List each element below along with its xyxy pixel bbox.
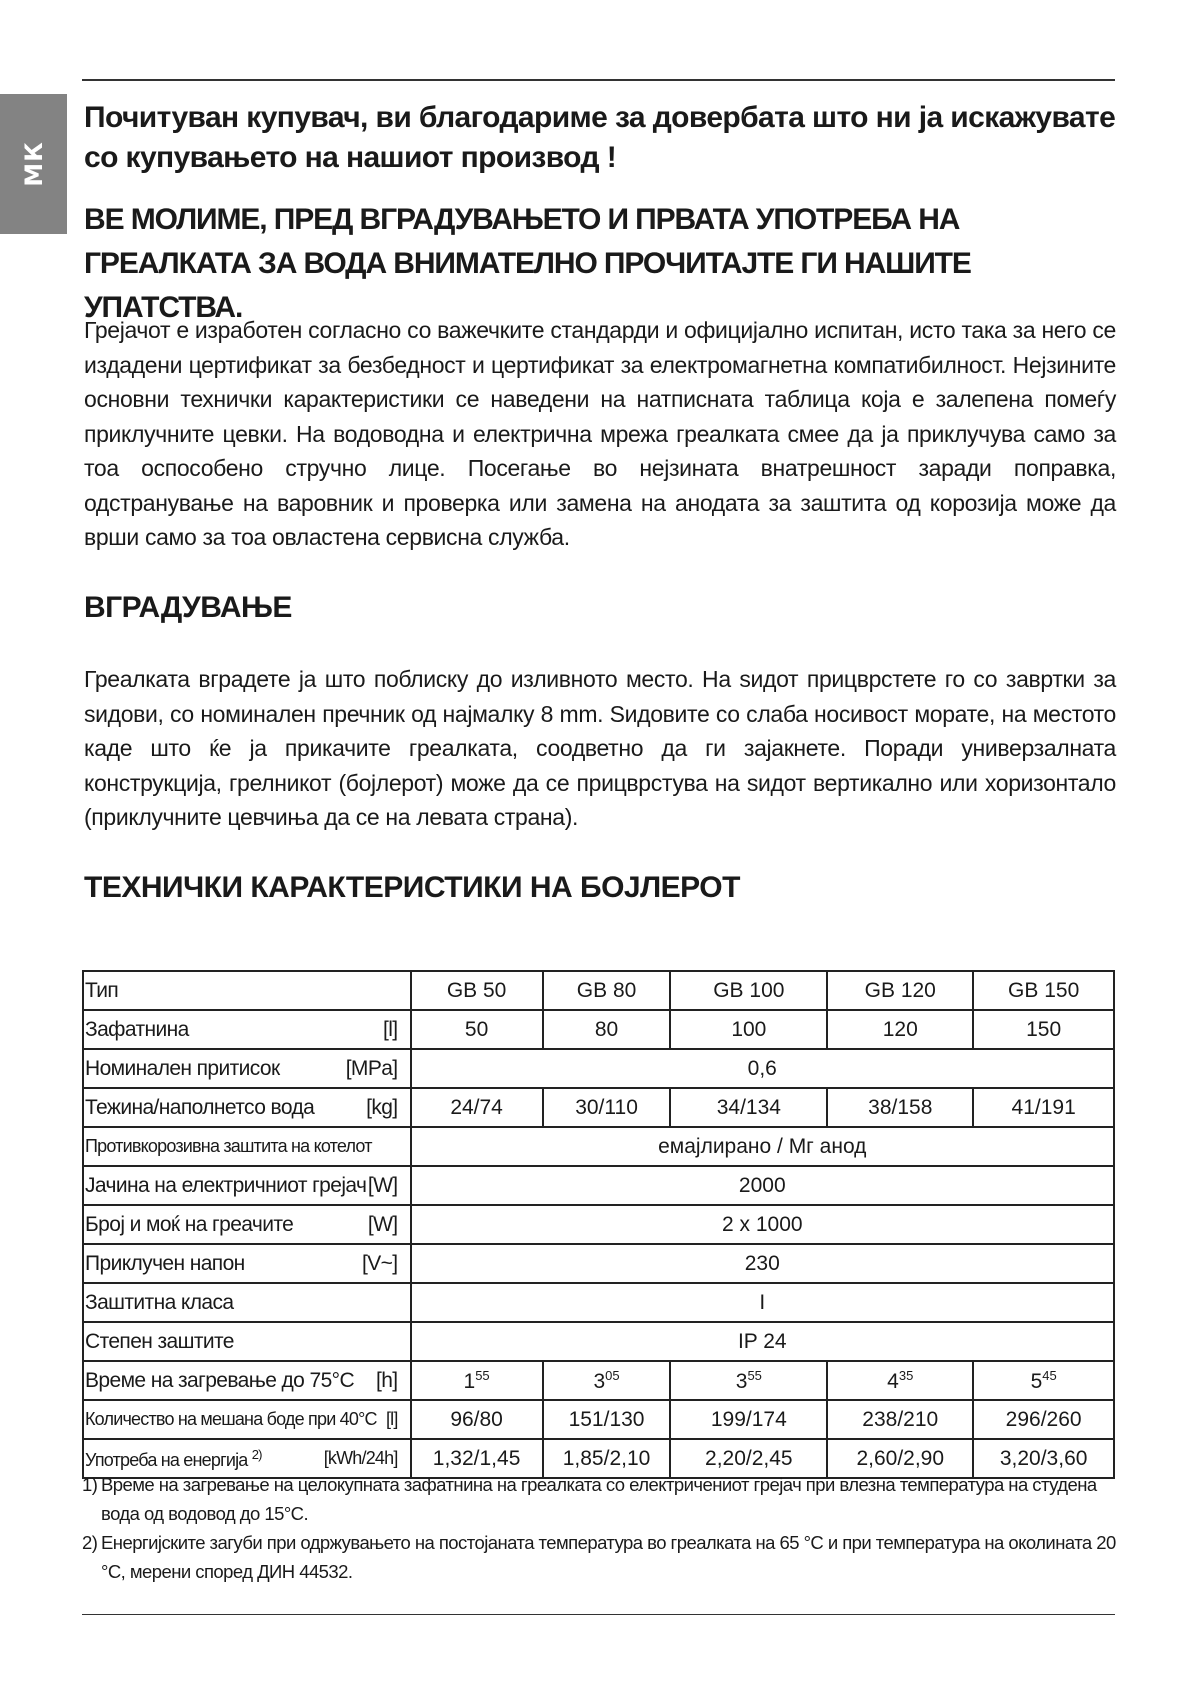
spec-label-footnote-ref: 2) <box>251 1446 262 1462</box>
specs-table <box>82 970 1115 1479</box>
spec-value: 3,20/3,60 <box>973 1439 1114 1478</box>
spec-value: 24/74 <box>411 1088 543 1127</box>
spec-value: 2,60/2,90 <box>827 1439 973 1478</box>
spec-value: 296/260 <box>973 1400 1114 1439</box>
intro-paragraph: Грејачот е изработен согласно со важечките стандарди и официјално испитан, исто така за него се издадени цертификат за безбедност и цертификат за електромагнетна компатибилност. Нејзините основни технички карактеристики се наведени на натписната таблица која е залепена помеѓу приклучните цевки. На водоводна и електрична мрежа греалката смее да ја приклучува само за тоа оспособено стручно лице. Посегање во нејзината внатрешност заради поправка, одстранување на варовник и проверка или замена на анодата за заштита од корозија може да врши само за тоа овластена сервисна служба. <box>84 317 1116 550</box>
model-cell: GB 50 <box>411 971 543 1010</box>
spec-label-cell <box>83 1361 411 1400</box>
spec-label-cell <box>83 1205 411 1244</box>
spec-label-text: Тежина/наполнетсо вода <box>85 1095 315 1119</box>
spec-shared-value: емајлирано / Мг анод <box>411 1127 1114 1166</box>
installation-paragraph: Греалката вградете ја што поблиску до изливното место. На ѕидот прицврстете го со завртки за ѕидови, со номинален пречник од најмалку 8 mm. Ѕидовите со слаба носивост морате, на местото каде што ќе ја прикачите греалката, соодветно да ги зајакнете. Поради универзалната конструкција, грелникот (бојлерот) може да се прицврстува на ѕидот вертикално или хоризонтало (приклучните цевчиња да се на левата страна). <box>84 666 1116 830</box>
spec-unit: [kg] <box>366 1095 398 1119</box>
spec-label <box>85 1096 314 1120</box>
spec-unit: [W] <box>367 1212 398 1236</box>
spec-label-cell <box>83 1166 411 1205</box>
spec-label <box>85 1213 293 1237</box>
spec-unit: [W] <box>367 1173 398 1197</box>
spec-label <box>85 1057 280 1081</box>
spec-label <box>85 1330 234 1354</box>
spec-label-wrap <box>85 1057 398 1081</box>
spec-unit: [V~] <box>362 1251 398 1275</box>
spec-value-minutes: 45 <box>1042 1367 1057 1383</box>
spec-label-cell <box>83 1322 411 1361</box>
spec-label-cell <box>83 1283 411 1322</box>
spec-value-minutes: 55 <box>747 1367 762 1383</box>
spec-label <box>85 1136 372 1157</box>
spec-label-cell <box>83 1400 411 1439</box>
spec-label-wrap <box>85 1291 398 1315</box>
spec-value-minutes: 35 <box>898 1367 914 1383</box>
table-header-row <box>83 971 1114 1010</box>
footnote-number: 1) <box>82 1474 98 1495</box>
spec-label <box>85 1369 354 1393</box>
table-row <box>83 1400 1114 1439</box>
spec-label-wrap <box>85 1409 398 1430</box>
spec-label-text: Употреба на енергија <box>85 1449 248 1470</box>
bottom-rule <box>82 1614 1115 1615</box>
language-tab-label: МК <box>19 141 48 187</box>
spec-label-text: Јачина на електричниот грејач <box>85 1173 367 1197</box>
table-row <box>83 1205 1114 1244</box>
spec-label <box>85 1252 245 1276</box>
spec-label-wrap <box>85 1369 398 1393</box>
spec-value: 2,20/2,45 <box>670 1439 827 1478</box>
footnote-text: Енергијските загуби при одржувањето на постојаната температура во греалката на 65 °C и при температура на околината 20 °C, мерени според ДИН 44532. <box>101 1532 1116 1582</box>
table-row <box>83 1166 1114 1205</box>
installation-heading: ВГРАДУВАЊЕ <box>84 591 292 624</box>
spec-value <box>411 1361 543 1400</box>
table-row <box>83 1049 1114 1088</box>
spec-unit: [h] <box>375 1368 398 1392</box>
spec-label-wrap <box>85 1096 398 1120</box>
spec-value: 50 <box>411 1010 543 1049</box>
spec-label-text: Количество на мешана боде при 40°C <box>85 1409 377 1429</box>
spec-value-hours: 5 <box>1030 1369 1043 1393</box>
table-row <box>83 1361 1114 1400</box>
greeting-heading: Почитуван купувач, ви благодариме за довербата што ни ја искажувате со купувањето на нашиот производ ! <box>84 101 1116 174</box>
spec-label-cell <box>83 1010 411 1049</box>
spec-label-text: Приклучен напон <box>85 1251 245 1275</box>
spec-shared-value: 2 x 1000 <box>411 1205 1114 1244</box>
spec-value: 100 <box>670 1010 827 1049</box>
specs-heading: ТЕХНИЧКИ КАРАКТЕРИСТИКИ НА БОЈЛЕРОТ <box>84 871 740 904</box>
spec-unit: [MPa] <box>345 1056 398 1080</box>
spec-value: 38/158 <box>827 1088 973 1127</box>
model-cell: GB 100 <box>670 971 827 1010</box>
spec-label-wrap <box>85 1330 398 1354</box>
warning-heading: ВЕ МОЛИМЕ, ПРЕД ВГРАДУВАЊЕТО И ПРВАТА УПОТРЕБА НА ГРЕАЛКАТА ЗА ВОДА ВНИМАТЕЛНО ПРОЧИТАЈТЕ ГИ НАШИТЕ УПАТСТВА. <box>84 203 971 324</box>
spec-label-cell <box>83 1127 411 1166</box>
spec-unit: [kWh/24h] <box>323 1448 398 1468</box>
spec-value-minutes: 55 <box>475 1367 490 1383</box>
table-row <box>83 1244 1114 1283</box>
spec-label-wrap <box>85 1174 398 1198</box>
spec-label-text: Време на загревање до 75°C <box>85 1368 355 1392</box>
spec-value: 120 <box>827 1010 973 1049</box>
spec-label-text: Степен заштите <box>85 1329 234 1353</box>
spec-label-text: Број и моќ на греачите <box>85 1212 294 1236</box>
spec-value-hours: 3 <box>593 1369 606 1393</box>
spec-value <box>973 1361 1114 1400</box>
model-cell: GB 80 <box>543 971 671 1010</box>
table-row <box>83 1010 1114 1049</box>
spec-label-text: Номинален притисок <box>85 1056 280 1080</box>
spec-value: 1,85/2,10 <box>543 1439 671 1478</box>
model-cell: GB 120 <box>827 971 973 1010</box>
spec-label <box>85 1409 377 1430</box>
spec-unit: [l] <box>385 1409 398 1429</box>
spec-value: 1,32/1,45 <box>411 1439 543 1478</box>
spec-label <box>85 1018 189 1042</box>
spec-label-cell <box>83 1049 411 1088</box>
table-row <box>83 1283 1114 1322</box>
footnote-text: Време на загревање на целокупната зафатнина на греалката со електричениот грејач при влезна температура на студена вода од водовод до 15°C. <box>101 1474 1097 1524</box>
footnote-number: 2) <box>82 1532 98 1553</box>
spec-label-text: Зафатнина <box>85 1017 189 1041</box>
spec-label-wrap <box>85 1136 398 1157</box>
spec-label-cell <box>83 1088 411 1127</box>
spec-value: 238/210 <box>827 1400 973 1439</box>
spec-label <box>85 1291 233 1315</box>
specs-table-body <box>83 971 1114 1478</box>
spec-label-text: Заштитна класа <box>85 1290 234 1314</box>
spec-label <box>85 1447 262 1471</box>
spec-value-hours: 3 <box>735 1369 748 1393</box>
spec-label-text: Противкорозивна заштита на котелот <box>85 1136 372 1156</box>
spec-value: 34/134 <box>670 1088 827 1127</box>
table-row <box>83 1127 1114 1166</box>
top-rule <box>82 79 1115 81</box>
spec-shared-value: 2000 <box>411 1166 1114 1205</box>
spec-value: 80 <box>543 1010 671 1049</box>
spec-shared-value: I <box>411 1283 1114 1322</box>
spec-shared-value: IP 24 <box>411 1322 1114 1361</box>
spec-value: 41/191 <box>973 1088 1114 1127</box>
spec-value: 150 <box>973 1010 1114 1049</box>
spec-label-wrap <box>85 1447 398 1471</box>
spec-value-hours: 4 <box>887 1369 899 1393</box>
spec-value: 151/130 <box>543 1400 671 1439</box>
spec-value <box>670 1361 827 1400</box>
spec-label-cell <box>83 1244 411 1283</box>
spec-shared-value: 230 <box>411 1244 1114 1283</box>
spec-value: 199/174 <box>670 1400 827 1439</box>
spec-unit: [l] <box>383 1017 398 1041</box>
footnote <box>82 1528 1117 1586</box>
language-tab <box>0 94 67 234</box>
model-cell: GB 150 <box>973 971 1114 1010</box>
spec-value <box>543 1361 671 1400</box>
spec-label <box>85 1174 366 1198</box>
spec-value: 30/110 <box>543 1088 671 1127</box>
spec-value: 96/80 <box>411 1400 543 1439</box>
spec-label-wrap <box>85 1252 398 1276</box>
spec-label-wrap <box>85 1018 398 1042</box>
table-row <box>83 1322 1114 1361</box>
spec-value-minutes: 05 <box>605 1367 620 1383</box>
footnote <box>82 1470 1117 1528</box>
spec-label-wrap <box>85 1213 398 1237</box>
spec-value <box>827 1361 973 1400</box>
type-label: Тип <box>83 971 411 1010</box>
spec-shared-value: 0,6 <box>411 1049 1114 1088</box>
footnotes <box>82 1470 1117 1586</box>
table-row <box>83 1088 1114 1127</box>
spec-value-hours: 1 <box>463 1369 476 1393</box>
